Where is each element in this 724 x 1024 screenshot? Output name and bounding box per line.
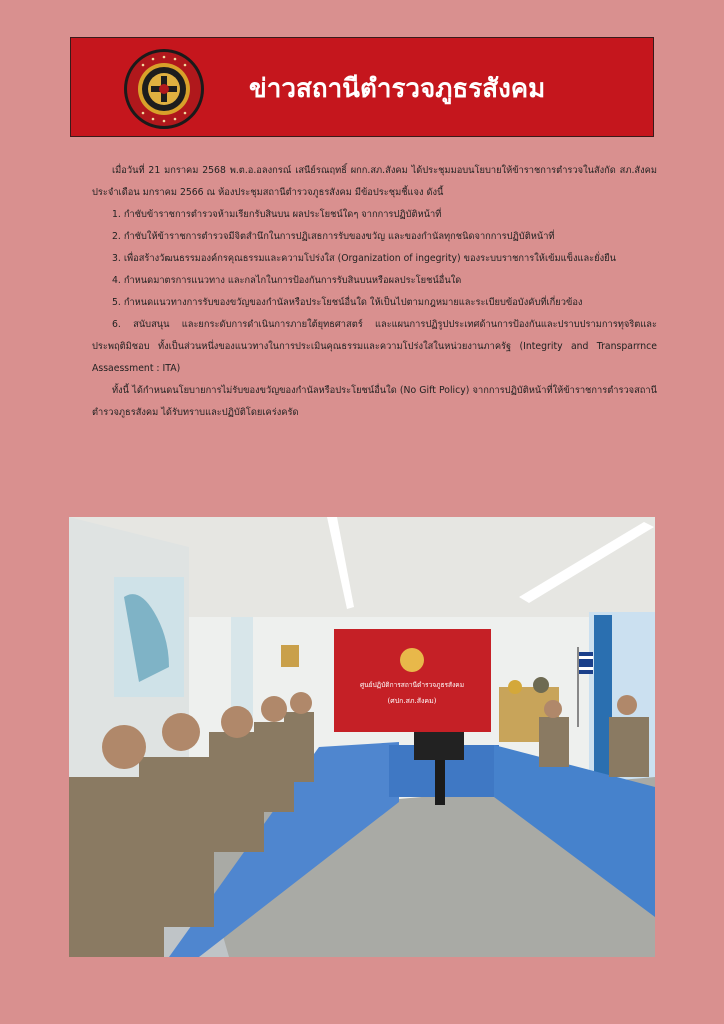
- article-item-6: 6. สนับสนุน และยกระดับการดำเนินการภายใต้ยุทธศาสตร์ และแผนการปฏิรูปประเทศด้านการป้องกันและปราบปรามการทุจริตและประพฤติมิชอบ ทั้งเป็นส่วนหนึ่งของแนวทางในการประเมินคุณธรรมและความโปร่งใสในหน่วยงานภาครัฐ (Integrity and Transparrnce Assaessment : ITA): [92, 319, 657, 374]
- meeting-photo: [69, 517, 655, 957]
- meeting-room-illustration: [69, 517, 655, 957]
- article-item-4: 4. กำหนดมาตรการแนวทาง และกลไกในการป้องกันการรับสินบนหรือผลประโยชน์อื่นใด: [112, 275, 462, 286]
- screen-subtitle: (ศปก.สภ.สังคม): [387, 697, 437, 705]
- article-closing: ทั้งนี้ ได้กำหนดนโยบายการไม่รับของขวัญของกำนัลหรือประโยชน์อื่นใด (No Gift Policy) จากการปฏิบัติหน้าที่ให้ข้าราชการตำรวจสถานีตำรวจภูธรสังคม ได้รับทราบและปฏิบัติโดยเคร่งครัด: [92, 385, 657, 418]
- article-item-2: 2. กำชับให้ข้าราชการตำรวจมีจิตสำนึกในการปฏิเสธการรับของขวัญ และของกำนัลทุกชนิดจากการปฏิบัติหน้าที่: [112, 231, 555, 242]
- page-title: ข่าวสถานีตำรวจภูธรสังคม: [249, 74, 546, 104]
- screen-title: ศูนย์ปฏิบัติการสถานีตำรวจภูธรสังคม: [359, 681, 465, 689]
- article-item-3: 3. เพื่อสร้างวัฒนธรรมองค์กรคุณธรรมและความโปร่งใส (Organization of ingegrity) ของระบบราชการให้เข้มแข็งและยั่งยืน: [112, 253, 616, 264]
- article-body: [92, 160, 657, 424]
- header-banner: [70, 37, 654, 137]
- police-station-logo: [123, 48, 205, 130]
- article-item-5: 5. กำหนดแนวทางการรับของขวัญของกำนัลหรือประโยชน์อื่นใด ให้เป็นไปตามกฎหมายและระเบียบข้อบังคับที่เกี่ยวข้อง: [112, 297, 583, 308]
- article-item-1: 1. กำชับข้าราชการตำรวจห้ามเรียกรับสินบน ผลประโยชน์ใดๆ จากการปฏิบัติหน้าที่: [112, 209, 442, 220]
- article-intro: เมื่อวันที่ 21 มกราคม 2568 พ.ต.อ.อลงกรณ์ เสนีย์รณฤทธิ์ ผกก.สภ.สังคม ได้ประชุมมอบนโยบายให้ข้าราชการตำรวจในสังกัด สภ.สังคม ประจำเดือน มกราคม 2566 ณ ห้องประชุมสถานีตำรวจภูธรสังคม มีข้อประชุมชี้แจง ดังนี้: [92, 165, 657, 198]
